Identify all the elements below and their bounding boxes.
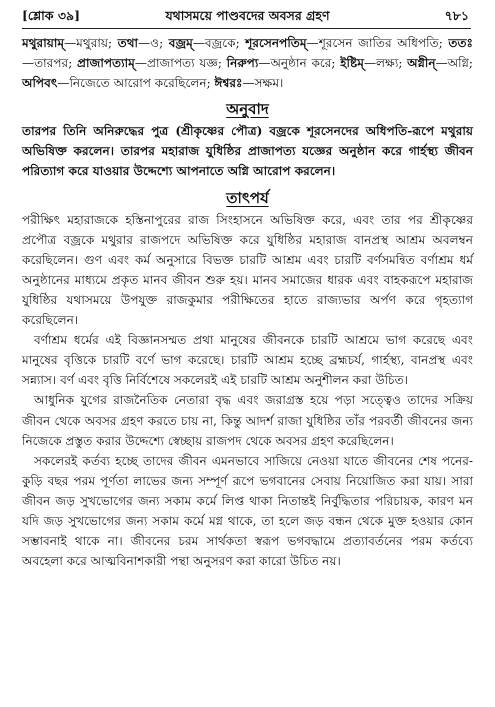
synonym-word: ইষ্টিম্ [340,56,364,71]
translation-text: তারপর তিনি অনিরুদ্ধের পুত্র (শ্রীকৃষ্ণের পৌত্র) বজ্রকে শূরসেনদের অধিপতি-রূপে মথুরায় অভিষিক্ত করলেন। তারপর মহারাজ যুধিষ্ঠির প্রাজাপত্য যজ্ঞের অনুষ্ঠান করে গার্হস্থ্য জীবন পরিত্যাগ করে যাওয়ার উদ্দেশ্যে আপনাতে অগ্নি আরোপ করলেন। [22,124,473,179]
header-rule [22,28,471,29]
synonym-meaning: নিজেতে আরোপ করেছিলেন; [69,76,211,91]
running-head [0,8,495,28]
synonym-meaning: লক্ষ্য; [376,56,403,71]
synonym-meaning: অনুষ্ঠান করে; [270,56,336,71]
page-number: ৭৮১ [444,8,469,23]
synonym-word: তথা [117,36,139,50]
synonym-meaning: বজ্রকে; [204,36,240,50]
synonym-meaning: তারপর; [34,56,73,71]
synonym-word: ঈশ্বরঃ [214,76,243,91]
purport-paragraph: পরীক্ষিৎ মহারাজকে হস্তিনাপুরের রাজ সিংহাসনে অভিষিক্ত করে, এবং তার পর শ্রীকৃষ্ণের প্রপৌত্র বজ্রকে মথুরার রাজপদে অভিষিক্ত করে যুধিষ্ঠির মহারাজ বানপ্রস্থ আশ্রম অবলম্বন করেছিলেন। গুণ এবং কর্ম অনুসারে বিভক্ত চারটি আশ্রম এবং চারটি বর্ণসমন্বিত বর্ণাশ্রম ধর্ম অনুষ্ঠানের মাধ্যমে প্রকৃত মানব জীবন শুরু হয়। মানব সমাজের ধারক এবং বাহকরূপে মহারাজ যুধিষ্ঠির যথাসময়ে উপযুক্ত রাজকুমার পরীক্ষিতের হাতে রাজ্যভার অর্পণ করে গৃহত্যাগ করেছিলেন। [22,212,473,328]
synonym-meaning: অগ্নি; [447,56,473,71]
translation-heading: অনুবাদ [226,100,269,119]
verse-reference: [শ্লোক ৩৯] [22,8,81,23]
synonym-word: বজ্রম্ [168,36,193,50]
page-content [22,33,473,571]
purport-body [22,210,473,572]
synonym-meaning: সক্ষম। [254,76,284,91]
synonym-meaning: মথুরায়; [76,36,113,50]
synonym-meaning: শূরসেন জাতির অধিপতি; [318,36,443,50]
synonym-word: অগ্নীন্ [407,56,436,71]
synonym-meaning: প্রাজাপত্য যজ্ঞ; [146,56,222,71]
synonym-word: শূরসেনপতিম্ [245,36,307,50]
synonym-word: অপিবৎ [22,76,58,91]
chapter-title: যথাসময়ে পাণ্ডবদের অবসর গ্রহণ [165,8,330,23]
purport-paragraph: আধুনিক যুগের রাজনৈতিক নেতারা বৃদ্ধ এবং জরাগ্রস্ত হয়ে পড়া সত্ত্বেও তাদের সক্রিয় জীবন থেকে অবসর গ্রহণ করতে চায় না, কিন্তু আদর্শ রাজা যুধিষ্ঠির তাঁর পরবর্তী জীবনের জন্য নিজেকে প্রস্তুত করার উদ্দেশ্যে স্বেচ্ছায় রাজপদ থেকে অবসর গ্রহণ করেছিলেন। [22,393,473,448]
synonym-meaning: ও; [150,36,164,50]
purport-paragraph: সকলেরই কর্তব্য হচ্ছে তাদের জীবন এমনভাবে সাজিয়ে নেওয়া যাতে জীবনের শেষ পনের-কুড়ি বছর পরম পূর্ণতা লাভের জন্য সম্পূর্ণ রূপে ভগবানের সেবায় নিয়োজিত করা যায়। সারা জীবন জড় সুখভোগের জন্য সকাম কর্মে লিপ্ত থাকা নিতান্তই নির্বুদ্ধিতার পরিচায়ক, কারণ মন যদি জড় সুখভোগের জন্য সকাম কর্মে মগ্ন থাকে, তা হলে জড় বন্ধন থেকে মুক্ত হওয়ার কোন সম্ভাবনাই থাকে না। জীবনের চরম সার্থকতা স্বরূপ ভগবদ্ধামে প্রত্যাবর্তনের পরম কর্তব্যে অবহেলা করে আত্মবিনাশকারী পন্থা অনুসরণ করা কারো উচিত নয়। [22,453,473,569]
synonym-word: প্রাজাপত্যাম্ [76,56,135,71]
purport-heading: তাৎপর্য [226,188,269,207]
synonym-word: মথুরায়াম্ [22,36,65,50]
purport-paragraph: বর্ণাশ্রম ধর্মের এই বিজ্ঞানসম্মত প্রথা মানুষের জীবনকে চারটি আশ্রমে ভাগ করেছে এবং মানুষের বৃত্তিকে চারটি বর্ণে ভাগ করেছে। চারটি আশ্রম হচ্ছে ব্রহ্মচর্য, গার্হস্থ্য, বানপ্রস্থ এবং সন্ন্যাস। বর্ণ এবং বৃত্তি নির্বিশেষে সকলেরই এই চারটি আশ্রম অনুশীলন করা উচিত। [22,333,473,388]
word-for-word-synonyms: মথুরায়াম্—মথুরায়; তথা—ও; বজ্রম্—বজ্রকে; শূরসেনপতিম্—শূরসেন জাতির অধিপতি; ততঃ—তারপর; প্রাজাপত্যাম্—প্রাজাপত্য যজ্ঞ; নিরুপ্য—অনুষ্ঠান করে; ইষ্টিম্—লক্ষ্য; অগ্নীন্—অগ্নি; অপিবৎ—নিজেতে আরোপ করেছিলেন; ঈশ্বরঃ—সক্ষম। [22,36,473,91]
synonym-word: নিরুপ্য [226,56,259,71]
synonym-word: ততঃ [448,36,473,50]
